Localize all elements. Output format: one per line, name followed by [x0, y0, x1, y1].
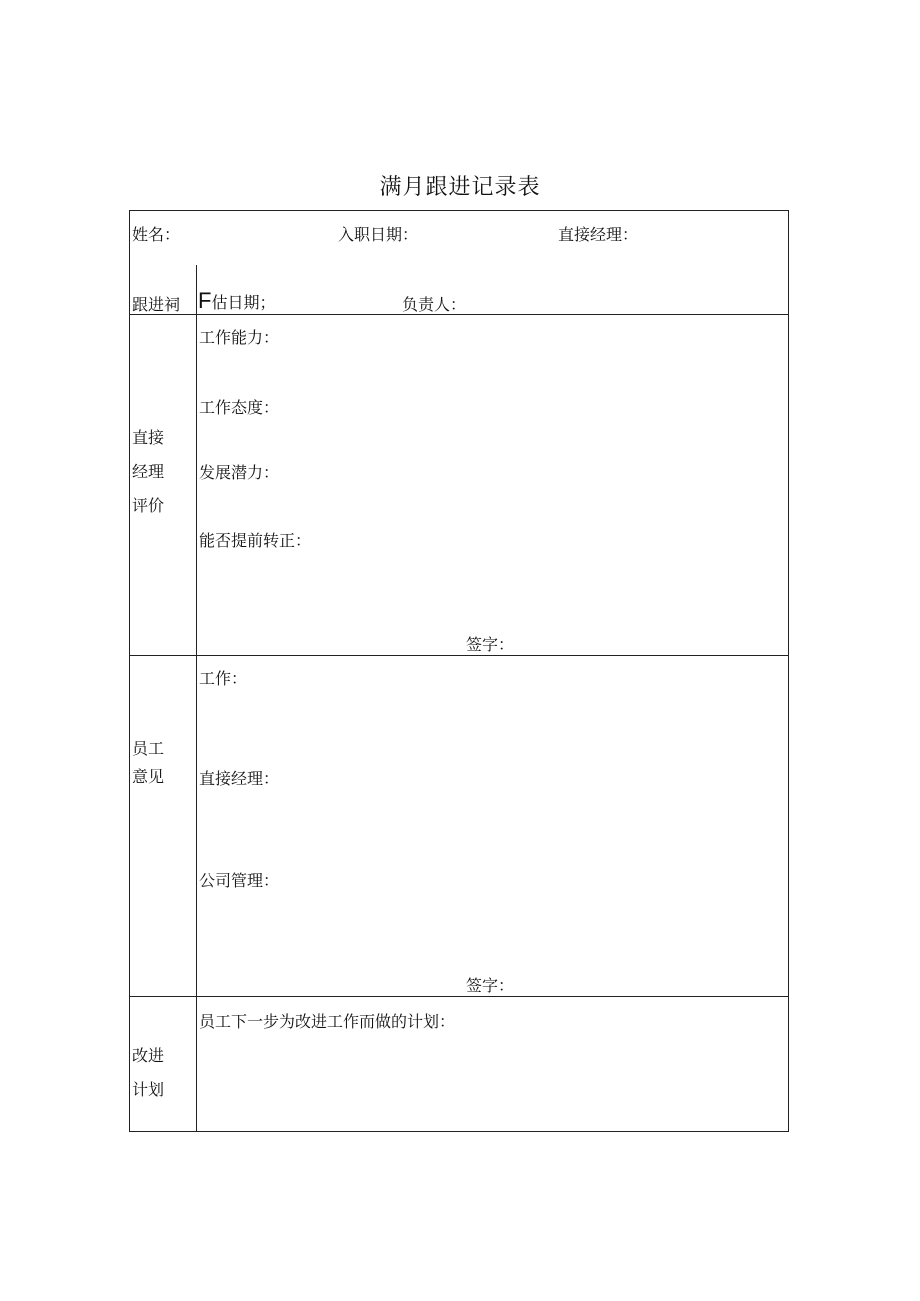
manager-eval-label-line: 直接 — [132, 428, 165, 447]
row-divider-3 — [130, 996, 788, 997]
improvement-label-line: 改进 — [132, 1046, 165, 1065]
work-ability-label: 工作能力： — [199, 328, 280, 347]
column-divider — [196, 314, 197, 1132]
direct-manager-label: 直接经理： — [199, 769, 280, 788]
manager-eval-label-line: 评价 — [132, 496, 165, 515]
improvement-plan-label: 员工下一步为改进工作而做的计划： — [199, 1012, 456, 1031]
manager-eval-label-line: 经理 — [132, 462, 165, 481]
employee-opinion-label-line: 意见 — [132, 767, 165, 786]
manager-eval-label — [132, 421, 164, 523]
followup-label: 跟进祠 — [132, 295, 181, 314]
f-glyph: F — [198, 288, 212, 313]
manager-signature-label: 签字： — [466, 635, 515, 654]
eval-date-label — [198, 288, 276, 313]
manager-label: 直接经理： — [558, 225, 639, 244]
row-divider-1 — [130, 314, 788, 315]
name-label: 姓名： — [132, 225, 181, 244]
employee-opinion-label-line: 员工 — [132, 739, 165, 758]
row-divider-2 — [130, 655, 788, 656]
record-form — [129, 210, 789, 1132]
early-regular-label: 能否提前转正： — [199, 531, 312, 550]
work-attitude-label: 工作态度： — [199, 398, 280, 417]
potential-label: 发展潜力： — [199, 463, 280, 482]
improvement-label — [132, 1039, 164, 1107]
eval-date-text: 估日期； — [211, 293, 276, 312]
improvement-label-line: 计划 — [132, 1080, 165, 1099]
employee-opinion-label — [132, 735, 164, 791]
work-label: 工作： — [199, 669, 248, 688]
employee-signature-label: 签字： — [466, 976, 515, 995]
owner-label: 负责人： — [402, 295, 467, 314]
company-management-label: 公司管理： — [199, 871, 280, 890]
hire-date-label: 入职日期： — [338, 225, 419, 244]
followup-divider — [196, 265, 197, 315]
page-title: 满月跟进记录表 — [379, 175, 541, 200]
